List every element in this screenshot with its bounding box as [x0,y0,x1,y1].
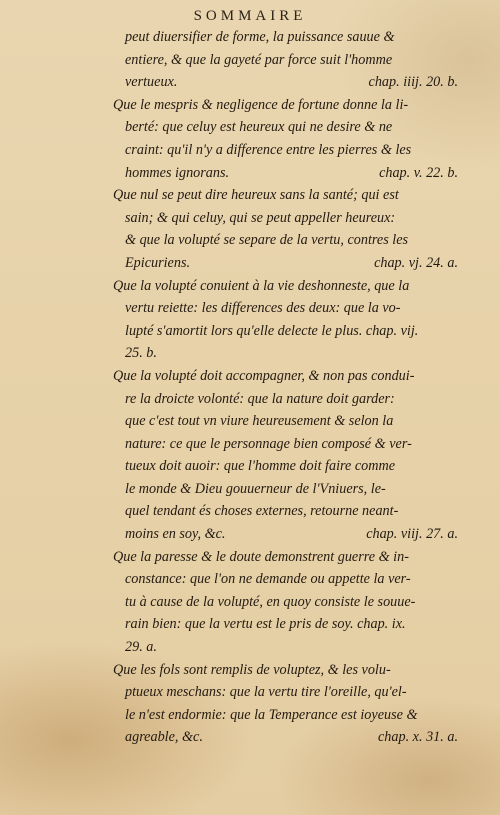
line-text: sain; & qui celuy, qui se peut appeller heureux: [125,209,396,226]
line-text: nature: ce que le personnage bien composé & ver- [125,435,412,452]
text-line [113,184,458,207]
line-text: quel tendant és choses externes, retourne neant- [125,503,399,520]
text-line [113,478,458,501]
line-text: agreable, &c. [125,729,203,746]
text-line [113,297,458,320]
running-head: SOMMAIRE [193,8,307,24]
line-text: ptueux meschans: que la vertu tire l'oreille, qu'el- [125,684,407,701]
chapter-reference: chap. v. 22. b. [379,164,458,181]
line-text: Que nul se peut dire heureux sans la santé; qui est [113,187,399,204]
chapter-reference: chap. vj. 24. a. [374,254,458,271]
text-line [113,342,458,365]
text-line [113,207,458,230]
line-text: Que la volupté doit accompagner, & non pas condui- [113,367,415,384]
line-text: re la droicte volonté: que la nature doit garder: [125,390,395,407]
line-text: 29. a. [125,639,157,656]
text-line [113,26,458,49]
text-line [113,94,458,117]
line-text: lupté s'amortit lors qu'elle delecte le plus. chap. vij. [125,322,419,339]
line-text: tu à cause de la volupté, en quoy consiste le souue- [125,593,416,610]
text-line [113,681,458,704]
line-text: Que la paresse & le doute demonstrent guerre & in- [113,548,409,565]
line-text: Que le mespris & negligence de fortune donne la li- [113,96,409,113]
line-text: Que les fols sont remplis de voluptez, & les volu- [113,661,391,678]
chapter-reference: chap. x. 31. a. [378,729,458,746]
line-text: peut diuersifier de forme, la puissance sauue & [125,29,395,45]
text-line [113,365,458,388]
text-line [113,229,458,252]
text-line [113,591,458,614]
line-text: tueux doit auoir: que l'homme doit faire comme [125,458,396,475]
chapter-reference: chap. iiij. 20. b. [368,74,458,91]
text-line [113,433,458,456]
text-line [113,636,458,659]
line-text: 25. b. [125,345,157,362]
text-line [113,726,458,749]
chapter-reference: chap. viij. 27. a. [366,526,458,543]
line-text: le monde & Dieu gouuerneur de l'Vniuers, le- [125,480,386,497]
text-line [113,455,458,478]
text-line [113,252,458,275]
text-line [113,613,458,636]
text-line [113,388,458,411]
line-text: rain bien: que la vertu est le pris de soy. chap. ix. [125,616,406,633]
line-text: vertu reiette: les differences des deux: que la vo- [125,300,401,317]
text-line [113,320,458,343]
line-text: hommes ignorans. [125,164,230,181]
line-text: vertueux. [125,74,178,91]
text-line [113,410,458,433]
text-line [113,659,458,682]
summary-text-block [113,26,458,749]
text-line [113,704,458,727]
text-line [113,116,458,139]
line-text: berté: que celuy est heureux qui ne desire & ne [125,119,393,136]
text-line [113,500,458,523]
line-text: le n'est endormie: que la Temperance est ioyeuse & [125,706,418,723]
line-text: craint: qu'il n'y a difference entre les pierres & les [125,141,412,158]
text-line [113,49,458,72]
text-line [113,139,458,162]
text-line [113,275,458,298]
text-line [113,523,458,546]
line-text: entiere, & que la gayeté par force suit l'homme [125,51,393,68]
line-text: Epicuriens. [125,254,191,271]
line-text: que c'est tout vn viure heureusement & selon la [125,413,394,430]
line-text: moins en soy, &c. [125,526,226,543]
line-text: & que la volupté se separe de la vertu, contres les [125,232,409,249]
text-line [113,568,458,591]
text-line [113,162,458,185]
text-line [113,546,458,569]
line-text: Que la volupté conuient à la vie deshonneste, que la [113,277,410,294]
line-text: constance: que l'on ne demande ou appette la ver- [125,571,411,588]
text-line [113,71,458,94]
